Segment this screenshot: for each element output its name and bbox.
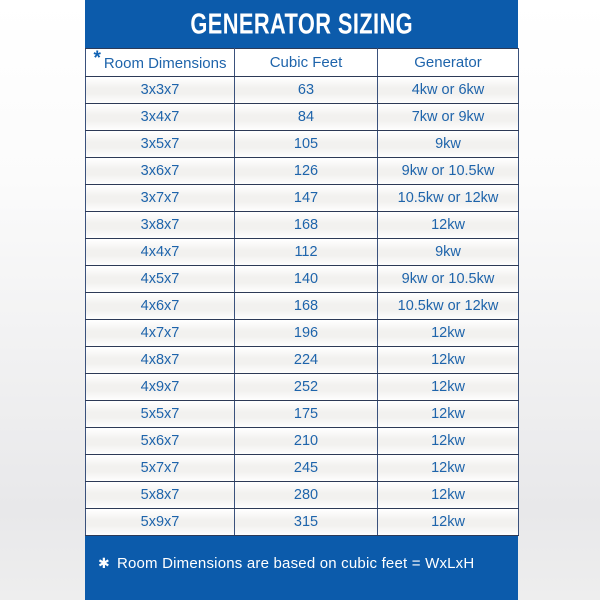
footer-band [85, 536, 518, 600]
room-dimensions-cell: 4x4x7 [86, 239, 235, 266]
cubic-feet-cell: 196 [235, 320, 378, 347]
room-dimensions-cell: 3x4x7 [86, 104, 235, 131]
cubic-feet-cell: 147 [235, 185, 378, 212]
cubic-feet-cell: 105 [235, 131, 378, 158]
room-dimensions-cell: 3x7x7 [86, 185, 235, 212]
cubic-feet-cell: 112 [235, 239, 378, 266]
cubic-feet-cell: 84 [235, 104, 378, 131]
cubic-feet-cell: 168 [235, 293, 378, 320]
header-label-generator: Generator [414, 54, 482, 71]
generator-cell: 12kw [378, 374, 519, 401]
generator-cell: 4kw or 6kw [378, 77, 519, 104]
room-dimensions-cell: 3x5x7 [86, 131, 235, 158]
room-dimensions-cell: 4x5x7 [86, 266, 235, 293]
generator-cell: 9kw [378, 239, 519, 266]
generator-cell: 9kw [378, 131, 519, 158]
table-row [86, 347, 519, 374]
room-dimensions-cell: 5x6x7 [86, 428, 235, 455]
header-cell-cubic-feet [235, 49, 378, 77]
generator-cell: 10.5kw or 12kw [378, 293, 519, 320]
cubic-feet-cell: 280 [235, 482, 378, 509]
table-row [86, 104, 519, 131]
table-row [86, 455, 519, 482]
cubic-feet-cell: 175 [235, 401, 378, 428]
header-row [86, 49, 519, 77]
header-cell-generator [378, 49, 519, 77]
table-row [86, 374, 519, 401]
cubic-feet-cell: 140 [235, 266, 378, 293]
table-row [86, 509, 519, 536]
room-dimensions-cell: 3x6x7 [86, 158, 235, 185]
table-row [86, 401, 519, 428]
room-dimensions-cell: 4x6x7 [86, 293, 235, 320]
table-row [86, 266, 519, 293]
table-row [86, 320, 519, 347]
generator-cell: 7kw or 9kw [378, 104, 519, 131]
table-row [86, 185, 519, 212]
header-label-cubic-feet: Cubic Feet [269, 54, 343, 71]
room-dimensions-cell: 4x8x7 [86, 347, 235, 374]
generator-cell: 12kw [378, 401, 519, 428]
sizing-table-wrap [85, 48, 518, 536]
cubic-feet-cell: 252 [235, 374, 378, 401]
cubic-feet-cell: 245 [235, 455, 378, 482]
cubic-feet-cell: 126 [235, 158, 378, 185]
room-dimensions-cell: 3x3x7 [86, 77, 235, 104]
table-row [86, 428, 519, 455]
generator-cell: 12kw [378, 509, 519, 536]
header-label-room-dimensions: Room Dimensions [103, 54, 227, 72]
title-band [85, 0, 518, 48]
cubic-feet-cell: 63 [235, 77, 378, 104]
cubic-feet-cell: 315 [235, 509, 378, 536]
generator-cell: 12kw [378, 347, 519, 374]
sizing-table [85, 48, 519, 536]
room-dimensions-cell: 4x7x7 [86, 320, 235, 347]
page-title: GENERATOR SIZING [190, 7, 413, 40]
room-dimensions-cell: 5x7x7 [86, 455, 235, 482]
header-note-marker: * [93, 48, 101, 69]
room-dimensions-cell: 4x9x7 [86, 374, 235, 401]
cubic-feet-cell: 224 [235, 347, 378, 374]
cubic-feet-cell: 210 [235, 428, 378, 455]
generator-cell: 12kw [378, 482, 519, 509]
room-dimensions-cell: 3x8x7 [86, 212, 235, 239]
generator-cell: 12kw [378, 455, 519, 482]
table-row [86, 293, 519, 320]
table-row [86, 158, 519, 185]
generator-sizing-poster [85, 0, 518, 600]
header-cell-room-dimensions [86, 49, 235, 77]
generator-cell: 9kw or 10.5kw [378, 158, 519, 185]
footnote-marker: ✱ [98, 555, 110, 571]
generator-cell: 12kw [378, 320, 519, 347]
footnote-text: Room Dimensions are based on cubic feet = WxLxH [116, 555, 475, 572]
generator-cell: 9kw or 10.5kw [378, 266, 519, 293]
table-row [86, 212, 519, 239]
room-dimensions-cell: 5x9x7 [86, 509, 235, 536]
generator-cell: 12kw [378, 428, 519, 455]
room-dimensions-cell: 5x5x7 [86, 401, 235, 428]
table-row [86, 77, 519, 104]
cubic-feet-cell: 168 [235, 212, 378, 239]
room-dimensions-cell: 5x8x7 [86, 482, 235, 509]
table-row [86, 131, 519, 158]
table-row [86, 482, 519, 509]
generator-cell: 10.5kw or 12kw [378, 185, 519, 212]
table-row [86, 239, 519, 266]
generator-cell: 12kw [378, 212, 519, 239]
